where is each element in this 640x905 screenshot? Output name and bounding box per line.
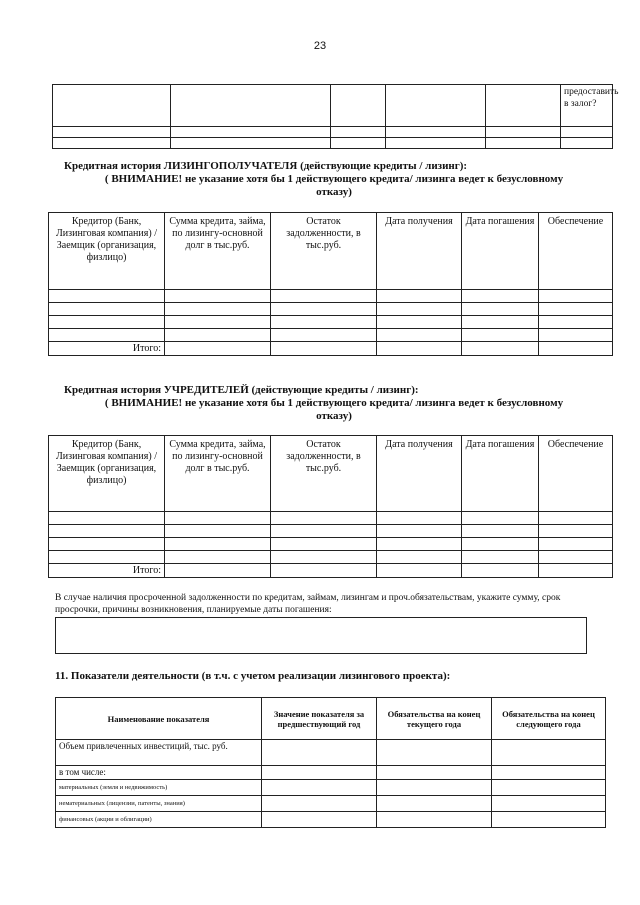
row-intangible: нематериальных (лицензии, патенты, знания) [56,796,262,812]
table-row [49,303,613,316]
row-investments: Объем привлеченных инвестиций, тыс. руб. [56,740,262,766]
col-current-year-end: Обязательства на конец текущего года [377,698,492,740]
table-row [56,766,606,780]
col-remaining-debt: Остаток задолженности, в тыс.руб. [271,213,377,290]
table-row [49,551,613,564]
col-creditor: Кредитор (Банк, Лизинговая компания) /Заемщик (организация, физлицо) [49,436,165,512]
founders-warning-1: ( ВНИМАНИЕ! не указание хотя бы 1 действующего кредита/ лизинга ведет к безусловному [104,397,564,409]
founders-credit-table [48,435,613,578]
total-label: Итого: [49,342,165,356]
col-loan-amount: Сумма кредита, займа, по лизингу-основной долг в тыс.руб. [165,213,271,290]
col-prev-year: Значение показателя за предшествующий год [262,698,377,740]
col-date-received: Дата получения [377,213,462,290]
total-label: Итого: [49,564,165,578]
col-collateral: Обеспечение [539,213,613,290]
col-date-repaid: Дата погашения [462,436,539,512]
col-collateral: Обеспечение [539,436,613,512]
table-row [56,740,606,766]
total-row [49,564,613,578]
section-11-title: 11. Показатели деятельности (в т.ч. с учетом реализации лизингового проекта): [55,670,451,682]
lessee-title: Кредитная история ЛИЗИНГОПОЛУЧАТЕЛЯ (действующие кредиты / лизинг): [64,160,468,172]
col-remaining-debt: Остаток задолженности, в тыс.руб. [271,436,377,512]
top-table [52,84,619,149]
col-date-repaid: Дата погашения [462,213,539,290]
table-row [49,290,613,303]
table-row [49,512,613,525]
col-loan-amount: Сумма кредита, займа, по лизингу-основной долг в тыс.руб. [165,436,271,512]
founders-warning-2: отказу) [316,410,352,422]
col-indicator-name: Наименование показателя [56,698,262,740]
table-row [56,780,606,796]
row-including: в том числе: [56,766,262,780]
row-tangible: материальных (земля и недвижимость) [56,780,262,796]
col-creditor: Кредитор (Банк, Лизинговая компания) /Заемщик (организация, физлицо) [49,213,165,290]
lessee-credit-table [48,212,613,356]
table-row [49,538,613,551]
table-row [49,525,613,538]
page-number: 23 [313,40,327,52]
overdue-debt-input[interactable] [55,617,587,654]
table-row [56,796,606,812]
table-row [49,329,613,342]
table-row [49,316,613,329]
founders-credit-history-heading [64,384,604,423]
col-next-year-end: Обязательства на конец следующего года [492,698,606,740]
collateral-question: предоставить в залог? [561,85,613,127]
lessee-warning-2: отказу) [316,186,352,198]
lessee-warning-1: ( ВНИМАНИЕ! не указание хотя бы 1 действующего кредита/ лизинга ведет к безусловному [104,173,564,185]
table-row [56,812,606,828]
performance-indicators-table [55,697,606,828]
overdue-debt-note: В случае наличия просроченной задолженности по кредитам, займам, лизингам и проч.обязательствам, укажите сумму, срок просрочки, причины возникновения, планируемые даты погашения: [55,593,561,615]
total-row [49,342,613,356]
founders-title: Кредитная история УЧРЕДИТЕЛЕЙ (действующие кредиты / лизинг): [64,384,419,396]
lessee-credit-history-heading [64,160,604,199]
col-date-received: Дата получения [377,436,462,512]
row-financial: финансовых (акции и облигации) [56,812,262,828]
